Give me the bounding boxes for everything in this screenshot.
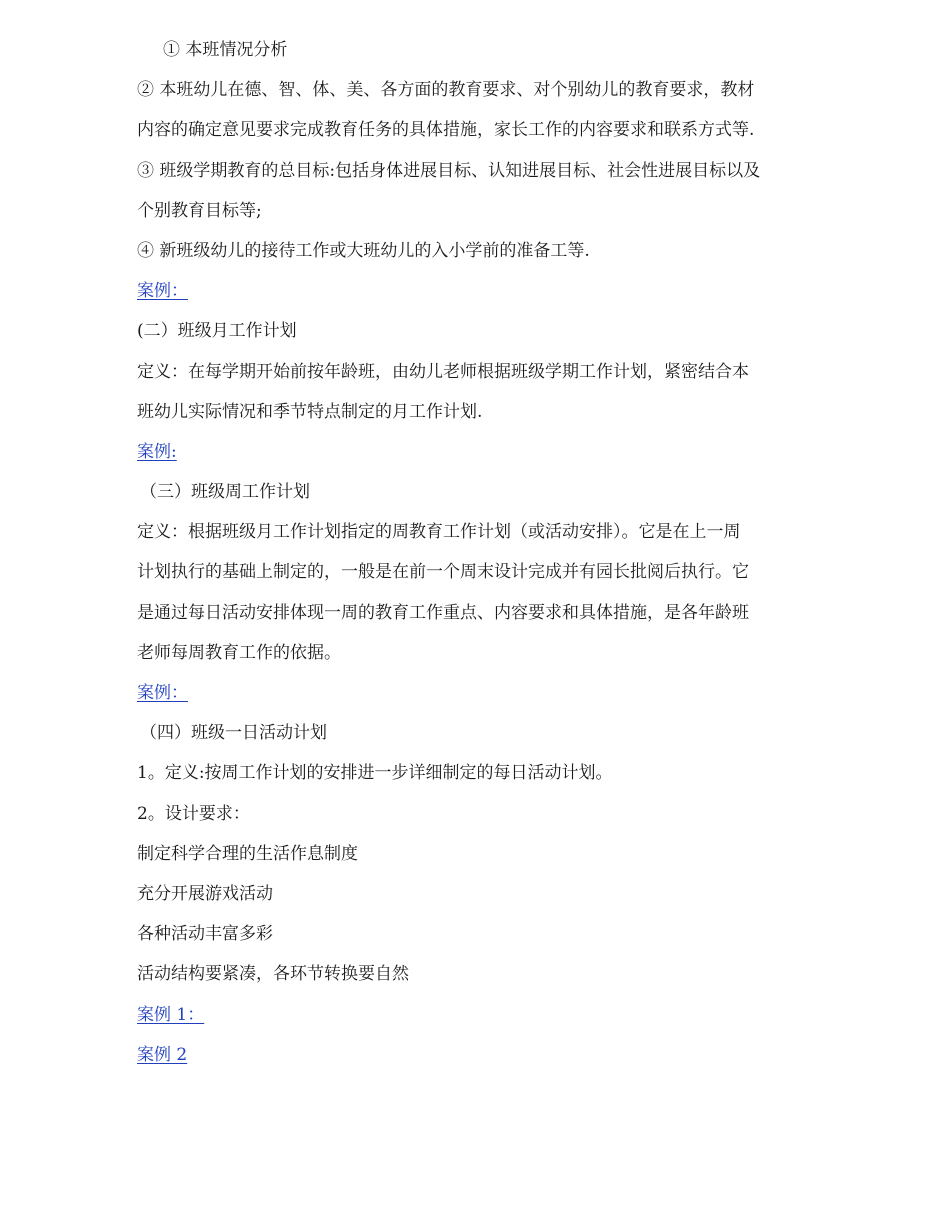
list-item-new-class-reception: ④ 新班级幼儿的接待工作或大班幼儿的入小学前的准备工等.	[137, 240, 590, 261]
requirement-item-schedule: 制定科学合理的生活作息制度	[137, 843, 358, 864]
paragraph-daily-definition: 1。定义:按周工作计划的安排进一步详细制定的每日活动计划。	[137, 763, 613, 784]
case-link-5[interactable]: 案例 2	[137, 1044, 188, 1065]
paragraph-weekly-definition-line3: 是通过每日活动安排体现一周的教育工作重点、内容要求和具体措施，是各年龄班	[137, 602, 749, 623]
list-item-education-requirements-cont: 内容的确定意见要求完成教育任务的具体措施，家长工作的内容要求和联系方式等.	[137, 120, 755, 141]
section-heading-monthly-plan: (二）班级月工作计划	[137, 321, 297, 342]
requirement-item-games: 充分开展游戏活动	[137, 883, 273, 904]
section-heading-daily-plan: （四）班级一日活动计划	[140, 723, 327, 744]
list-item-semester-goals: ③ 班级学期教育的总目标:包括身体进展目标、认知进展目标、社会性进展目标以及	[137, 160, 761, 181]
case-link-1[interactable]: 案例：	[137, 281, 188, 302]
paragraph-weekly-definition-line2: 计划执行的基础上制定的，一般是在前一个周末设计完成并有园长批阅后执行。它	[137, 562, 749, 583]
case-link-2[interactable]: 案例:	[137, 441, 177, 462]
requirement-item-variety: 各种活动丰富多彩	[137, 924, 273, 945]
paragraph-weekly-definition: 定义：根据班级月工作计划指定的周教育工作计划（或活动安排）。它是在上一周	[137, 522, 741, 543]
paragraph-monthly-definition: 定义：在每学期开始前按年龄班，由幼儿老师根据班级学期工作计划，紧密结合本	[137, 361, 749, 382]
requirement-item-structure: 活动结构要紧凑，各环节转换要自然	[137, 964, 409, 985]
section-heading-weekly-plan: （三）班级周工作计划	[140, 482, 310, 503]
case-link-3[interactable]: 案例：	[137, 683, 188, 703]
document-page	[137, 30, 827, 1075]
paragraph-monthly-definition-cont: 班幼儿实际情况和季节特点制定的月工作计划.	[137, 401, 483, 422]
list-item-education-requirements: ② 本班幼儿在德、智、体、美、各方面的教育要求、对个别幼儿的教育要求，教材	[137, 80, 755, 101]
list-item-class-analysis: ① 本班情况分析	[163, 40, 288, 60]
paragraph-design-requirements: 2。设计要求：	[137, 803, 250, 824]
paragraph-weekly-definition-line4: 老师每周教育工作的依据。	[137, 642, 341, 663]
list-item-semester-goals-cont: 个别教育目标等;	[137, 200, 262, 221]
case-link-4[interactable]: 案例 1：	[137, 1004, 205, 1025]
